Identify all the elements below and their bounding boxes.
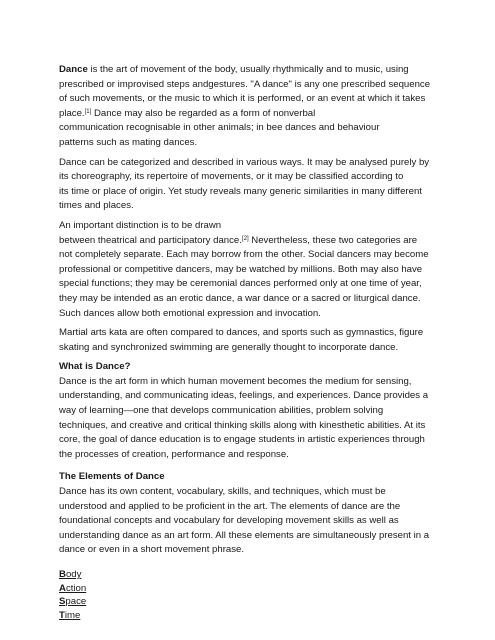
paragraph-distinction: An important distinction is to be drawn between theatrical and participatory dance.[2] Nevertheless, these two categories are not completely separate. Each may borrow from the other. Social dancers may become professional or competitive dancers, may be watched by millions. Both may also have special functions; they may be ceremonial dances performed only at one time of year, they may be intended as an erotic dance, a war dance or a sacred or liturgical dance. Such dances allow both emotional expression and invocation. bbox=[59, 219, 429, 319]
element-body: Body bbox=[59, 569, 82, 580]
document-content bbox=[59, 63, 437, 622]
paragraph-dance-definition: Dance is the art of movement of the body, usually rhythmically and to music, using prescribed or improvised steps andgestures. "A dance" is any one prescribed sequence of such movements, or the music to which it is performed, or an event at which it takes place.[1] Dance may also be regarded as a form of nonverbal communication recognisable in other animals; in bee dances and behaviour patterns such as mating dances. bbox=[59, 64, 431, 148]
paragraph-categorization: Dance can be categorized and described in various ways. It may be analysed purely by its choreography, its repertoire of movements, or it may be classified according to its time or place of origin. Yet study reveals many generic similarities in many different times and places. bbox=[59, 156, 430, 212]
element-space: Space bbox=[59, 596, 87, 607]
element-time: Time bbox=[59, 609, 81, 621]
section-what-is-dance: What is Dance? Dance is the art form in which human movement becomes the medium for sensing, understanding, and communicating ideas, feelings, and experiences. Dance provides a way of learning—one that develops communication abilities, problem solving techniques, and creative and critical thinking skills along with kinesthetic abilities. At its core, the goal of dance education is to engage students in artistic experiences through the processes of creation, performance and response. bbox=[59, 360, 437, 462]
citation-1[interactable]: [1] bbox=[84, 108, 92, 115]
element-action: Action bbox=[59, 582, 87, 594]
dance-term: Dance bbox=[59, 64, 88, 75]
citation-2[interactable]: [2] bbox=[241, 235, 249, 242]
elements-list bbox=[59, 568, 437, 622]
heading-elements-of-dance: The Elements of Dance bbox=[59, 471, 165, 483]
section-elements-of-dance: The Elements of Dance Dance has its own content, vocabulary, skills, and techniques, which must be understood and applied to be proficient in the art. The elements of dance are the foundational concepts and vocabulary for developing movement skills as well as understanding dance as an art form. All these elements are simultaneously present in a dance or even in a short movement phrase. bbox=[59, 470, 437, 558]
heading-what-is-dance: What is Dance? bbox=[59, 361, 131, 373]
paragraph-martial-arts: Martial arts kata are often compared to dances, and sports such as gymnastics, figure skating and synchronized swimming are generally thought to incorporate dance. bbox=[59, 327, 424, 353]
